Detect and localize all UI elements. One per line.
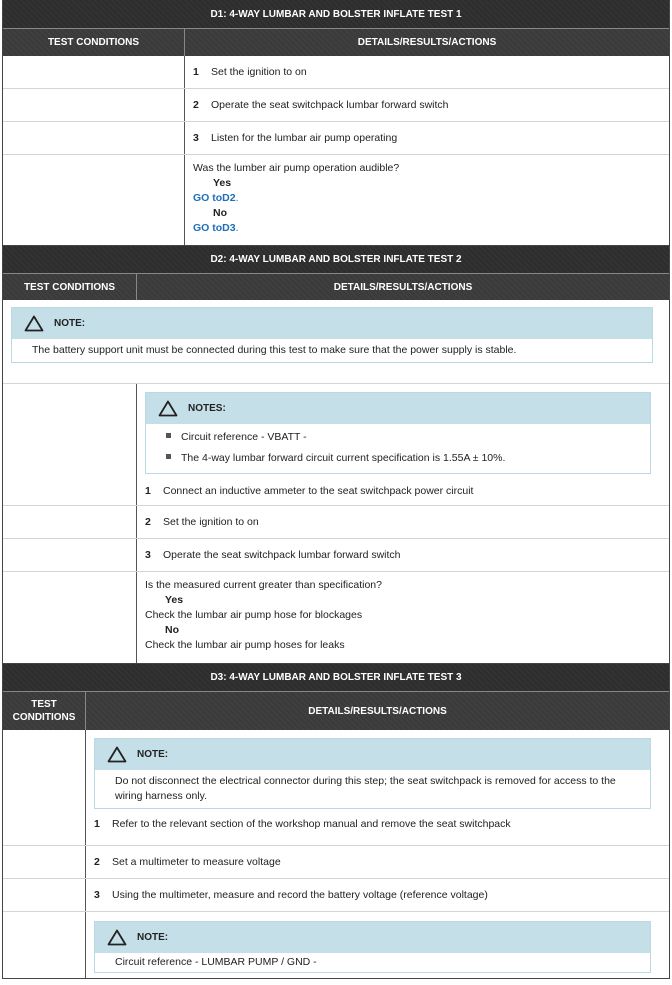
table-row xyxy=(3,572,669,664)
note-text: Do not disconnect the electrical connector during this step; the seat switchpack is removed for access to the wiring harness only. xyxy=(115,775,616,802)
col-test-conditions: TEST CONDITIONS xyxy=(3,692,86,730)
step-cell xyxy=(86,879,669,911)
step-line xyxy=(86,809,669,839)
note-title: NOTES: xyxy=(188,403,226,414)
question-text: Was the lumber air pump operation audible? xyxy=(193,162,400,174)
answer-yes: Yes xyxy=(165,594,184,606)
note-text: Circuit reference - LUMBAR PUMP / GND - xyxy=(115,956,317,968)
step-cell xyxy=(185,56,669,88)
warning-triangle-icon xyxy=(158,400,178,417)
step-text: Refer to the relevant section of the workshop manual and remove the seat switchpack xyxy=(112,818,511,830)
table-header xyxy=(3,691,669,730)
section-d2 xyxy=(2,246,670,664)
question-cell xyxy=(137,572,669,663)
step-number: 2 xyxy=(193,99,199,111)
step-cell xyxy=(185,122,669,154)
step-text: Set the ignition to on xyxy=(163,516,259,528)
step-text: Operate the seat switchpack lumbar forward switch xyxy=(211,99,449,111)
step-number: 1 xyxy=(145,485,151,497)
warning-triangle-icon xyxy=(107,746,127,763)
table-header xyxy=(3,273,669,300)
note-header xyxy=(95,922,650,953)
table-row xyxy=(3,879,669,912)
note-title: NOTE: xyxy=(137,932,169,943)
notes-box xyxy=(145,392,651,474)
go-to-d2-link[interactable]: GO toD2 xyxy=(193,192,236,204)
step-cell xyxy=(137,506,669,538)
col-details: DETAILS/RESULTS/ACTIONS xyxy=(357,37,497,48)
condition-cell xyxy=(3,122,185,154)
condition-cell xyxy=(3,846,86,878)
step-text: Set the ignition to on xyxy=(211,66,307,78)
table-row xyxy=(3,89,669,122)
condition-cell xyxy=(3,56,185,88)
warning-triangle-icon xyxy=(24,315,44,332)
square-bullet-icon xyxy=(166,454,171,459)
condition-cell xyxy=(3,89,185,121)
details-cell xyxy=(86,730,669,845)
condition-cell xyxy=(3,730,86,845)
step-text: Using the multimeter, measure and record the battery voltage (reference voltage) xyxy=(112,889,488,901)
condition-cell xyxy=(3,912,86,978)
condition-cell xyxy=(3,155,185,245)
answer-no: No xyxy=(165,624,179,636)
note-box xyxy=(94,921,651,973)
go-to-d3-link[interactable]: GO toD3 xyxy=(193,222,236,234)
note-box xyxy=(11,307,653,363)
condition-cell xyxy=(3,506,137,538)
condition-cell xyxy=(3,879,86,911)
step-text: Operate the seat switchpack lumbar forward switch xyxy=(163,549,401,561)
square-bullet-icon xyxy=(166,433,171,438)
general-note-row xyxy=(3,300,669,384)
no-action: Check the lumbar air pump hoses for leaks xyxy=(145,639,345,651)
table-row xyxy=(3,506,669,539)
step-cell xyxy=(185,89,669,121)
table-row xyxy=(3,122,669,155)
answer-no: No xyxy=(213,207,227,219)
note-title: NOTE: xyxy=(54,318,86,329)
col-details: DETAILS/RESULTS/ACTIONS xyxy=(333,281,473,293)
step-text: Set a multimeter to measure voltage xyxy=(112,856,281,868)
table-header xyxy=(3,28,669,56)
step-cell xyxy=(86,846,669,878)
list-item xyxy=(166,427,630,448)
table-row xyxy=(3,384,669,506)
note-header xyxy=(146,393,650,424)
condition-cell xyxy=(3,384,137,505)
note-item-text: The 4-way lumbar forward circuit current specification is 1.55A ± 10%. xyxy=(181,452,506,464)
table-row xyxy=(3,912,669,978)
question-text: Is the measured current greater than specification? xyxy=(145,579,382,591)
note-box xyxy=(94,738,651,809)
step-line xyxy=(137,474,669,508)
step-number: 3 xyxy=(193,132,199,144)
table-row xyxy=(3,539,669,572)
answer-yes: Yes xyxy=(213,177,232,189)
col-details: DETAILS/RESULTS/ACTIONS xyxy=(308,705,447,717)
step-number: 2 xyxy=(145,516,151,528)
details-cell xyxy=(137,384,669,505)
yes-action: Check the lumbar air pump hose for blockages xyxy=(145,609,363,621)
section-d1 xyxy=(2,0,670,246)
step-number: 1 xyxy=(94,818,100,830)
section-title: D2: 4-WAY LUMBAR AND BOLSTER INFLATE TEST 2 xyxy=(3,246,669,273)
col-test-conditions: TEST CONDITIONS xyxy=(3,29,185,56)
table-row xyxy=(3,155,669,246)
link-period: . xyxy=(235,192,239,204)
link-period: . xyxy=(235,222,239,234)
step-cell xyxy=(137,539,669,571)
table-row xyxy=(3,846,669,879)
note-text: The battery support unit must be connected during this test to make sure that the power supply is stable. xyxy=(32,344,517,356)
col-test-conditions: TEST CONDITIONS xyxy=(3,274,137,300)
table-row xyxy=(3,56,669,89)
note-title: NOTE: xyxy=(137,749,169,760)
question-cell xyxy=(185,155,669,245)
details-cell xyxy=(86,912,669,978)
section-title: D1: 4-WAY LUMBAR AND BOLSTER INFLATE TEST 1 xyxy=(3,0,669,28)
step-number: 3 xyxy=(94,889,100,901)
note-item-text: Circuit reference - VBATT - xyxy=(181,431,307,443)
step-number: 3 xyxy=(145,549,151,561)
step-number: 1 xyxy=(193,66,199,78)
condition-cell xyxy=(3,539,137,571)
section-d3 xyxy=(2,664,670,979)
list-item xyxy=(166,448,630,469)
step-text: Connect an inductive ammeter to the seat switchpack power circuit xyxy=(163,485,474,497)
table-row xyxy=(3,730,669,846)
warning-triangle-icon xyxy=(107,929,127,946)
step-number: 2 xyxy=(94,856,100,868)
step-text: Listen for the lumbar air pump operating xyxy=(211,132,398,144)
condition-cell xyxy=(3,572,137,663)
note-header xyxy=(12,308,652,339)
note-header xyxy=(95,739,650,770)
section-title: D3: 4-WAY LUMBAR AND BOLSTER INFLATE TEST 3 xyxy=(3,664,669,691)
